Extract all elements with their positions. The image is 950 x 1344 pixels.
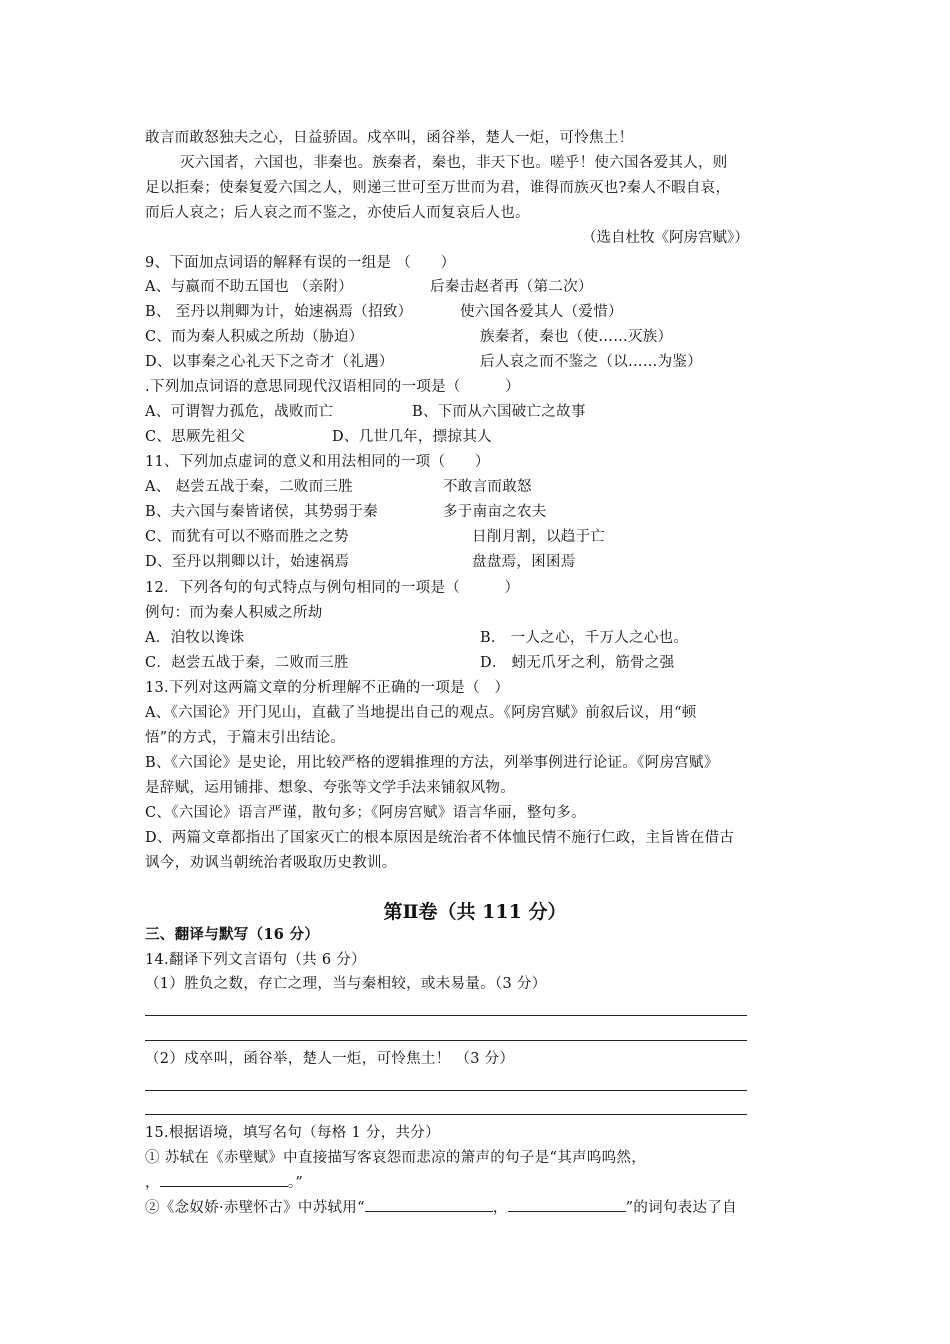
option: C、而犹有可以不赂而胜之之势 (145, 529, 349, 545)
option: 不敢言而敢怒 (443, 479, 532, 495)
sentence-to-translate: （1）胜负之数，存亡之理，当与秦相较，或未易量。（3 分） (145, 976, 547, 992)
section-heading: 三、翻译与默写（16 分） (145, 926, 320, 943)
passage-source: （选自杜牧《阿房宫赋》） (582, 230, 749, 246)
option: D、两篇文章都指出了国家灭亡的根本原因是统治者不体恤民情不施行仁政，主旨皆在借古 (145, 830, 735, 846)
fill-item-text: ②《念奴娇·赤壁怀古》中苏轼用“ (145, 1200, 365, 1216)
option: B． 一人之心，千万人之心也。 (480, 630, 689, 646)
option: D、至丹以荆卿以计，始速祸焉 (145, 554, 350, 570)
fill-blank[interactable] (508, 1197, 626, 1212)
option: B、下而从六国破亡之故事 (412, 404, 586, 420)
punct: 。” (287, 1175, 304, 1191)
fill-item-line (145, 1197, 737, 1218)
option: A、可谓智力孤危，战败而亡 (145, 404, 334, 420)
part-title: 第Ⅱ卷（共 111 分） (383, 901, 567, 923)
option: A、 赵尝五战于秦，二败而三胜 (145, 479, 354, 495)
question-stem: 13.下列对这两篇文章的分析理解不正确的一项是（ ） (145, 680, 510, 696)
option: D． 蚓无爪牙之利，筋骨之强 (480, 655, 675, 671)
option: C、思厥先祖父 (145, 429, 246, 445)
fill-item: ① 苏轼在《赤壁赋》中直接描写客哀怨而悲凉的箫声的句子是“其声呜呜然， (145, 1150, 647, 1166)
passage-line: 而后人哀之；后人哀之而不鉴之，亦使后人而复哀后人也。 (145, 205, 530, 221)
answer-line[interactable] (145, 1090, 747, 1091)
passage-line: 灭六国者，六国也，非秦也。族秦者，秦也，非天下也。嗟乎！使六国各爱其人，则 (180, 155, 728, 171)
option: A、《六国论》开门见山，直截了当地提出自己的观点。《阿房宫赋》前叙后议，用“顿 (145, 705, 697, 721)
question-stem: 12．下列各句的句式特点与例句相同的一项是（ ） (145, 580, 520, 596)
question-stem: 14.翻译下列文言语句（共 6 分） (145, 952, 366, 968)
option: D、几世几年，摽掠其人 (332, 429, 492, 445)
passage-line: 足以拒秦；使秦复爱六国之人，则递三世可至万世而为君，谁得而族灭也?秦人不暇自哀， (145, 180, 731, 196)
question-stem: 9、下面加点词语的解释有误的一组是 （ ） (145, 255, 456, 271)
answer-line[interactable] (145, 1040, 747, 1041)
option: A．洎牧以谗诛 (145, 630, 245, 646)
option: 讽今，劝讽当朝统治者吸取历史教训。 (145, 855, 397, 871)
option: B、 至丹以荆卿为计，始速祸焉（招致） (145, 304, 413, 320)
option: C、而为秦人积威之所劫（胁迫） (145, 329, 364, 345)
option: 使六国各爱其人（爱惜） (460, 304, 623, 320)
fill-blank[interactable] (160, 1172, 288, 1187)
answer-line[interactable] (145, 1114, 747, 1115)
sentence-to-translate: （2）戍卒叫，函谷举，楚人一炬，可怜焦土！ （3 分） (145, 1051, 515, 1067)
answer-line[interactable] (145, 1015, 747, 1016)
punct: ， (492, 1200, 508, 1216)
fill-blank[interactable] (365, 1197, 493, 1212)
option: 后秦击赵者再（第二次） (430, 279, 593, 295)
option: 后人哀之而不鉴之（以……为鉴） (480, 354, 702, 370)
option: C、《六国论》语言严谨，散句多；《阿房宫赋》语言华丽，整句多。 (145, 805, 586, 821)
question-stem: .下列加点词语的意思同现代汉语相同的一项是（ ） (145, 379, 520, 395)
option: 多于南亩之农夫 (443, 504, 547, 520)
option: B、夫六国与秦皆诸侯，其势弱于秦 (145, 504, 378, 520)
option: 是辞赋，运用铺排、想象、夸张等文学手法来铺叙风物。 (145, 780, 515, 796)
question-stem: 15.根据语境，填写名句（每格 1 分，共分） (145, 1125, 440, 1141)
question-stem: 11、下列加点虚词的意义和用法相同的一项（ ） (145, 454, 490, 470)
option: B、《六国论》是史论，用比较严格的逻辑推理的方法，列举事例进行论证。《阿房宫赋》 (145, 755, 719, 771)
option: 日削月割，以趋于亡 (472, 529, 606, 545)
example-sentence: 例句：而为秦人积威之所劫 (145, 605, 323, 621)
punct: ， (145, 1175, 160, 1191)
option: 族秦者，秦也（使……灭族） (480, 329, 673, 345)
passage-line: 敢言而敢怒独夫之心，日益骄固。戍卒叫，函谷举，楚人一炬，可怜焦土！ (145, 130, 634, 146)
option: 悟”的方式，于篇末引出结论。 (145, 730, 346, 746)
option: A、与嬴而不助五国也 （亲附） (145, 279, 354, 295)
option: C．赵尝五战于秦，二败而三胜 (145, 655, 349, 671)
option: 盘盘焉，囷囷焉 (472, 554, 576, 570)
fill-item-line (145, 1172, 303, 1193)
fill-item-text: ”的词句表达了自 (625, 1200, 737, 1216)
option: D、以事秦之心礼天下之奇才（礼遇） (145, 354, 394, 370)
